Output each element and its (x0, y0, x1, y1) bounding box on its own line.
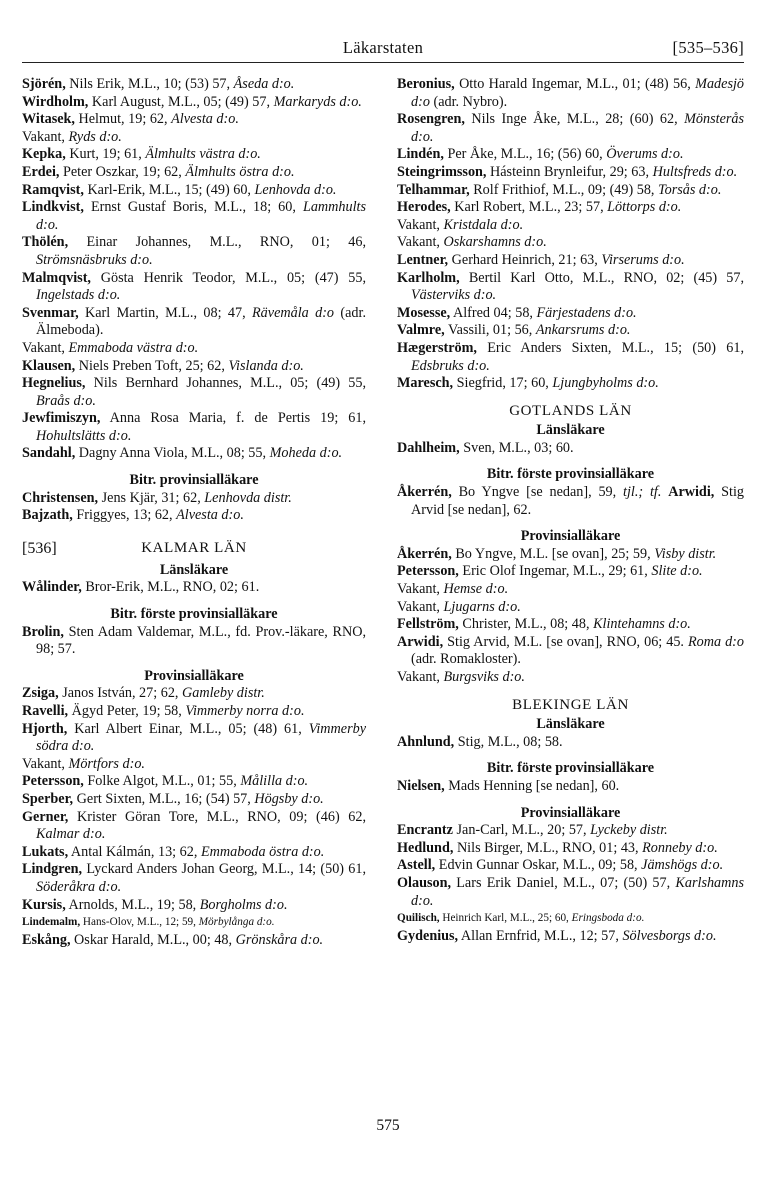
entry-details: Bo Yngve [se nedan], 59, (458, 484, 617, 501)
entry-details: Bertil Karl Otto, M.L., RNO, 02; (45) 57, (468, 269, 744, 286)
entry (22, 809, 366, 844)
entry-name: Ramqvist, (22, 181, 84, 198)
entry-name: Wirdholm, (22, 93, 89, 110)
entry-details: Per Åke, M.L., 16; (56) 60, (447, 146, 603, 163)
entry (397, 305, 744, 323)
entry (22, 234, 366, 269)
entry-name: Wålinder, (22, 579, 82, 596)
entry-details: Jan-Carl, M.L., 20; 57, (456, 822, 587, 839)
entry-name: Christensen, (22, 489, 99, 506)
entry-name: Bajzath, (22, 507, 73, 524)
entry-list (397, 734, 744, 752)
entry-name: Lentner, (397, 251, 449, 268)
entry-place: Mönsterås d:o. (411, 111, 745, 145)
entry-name: Karlholm, (397, 269, 460, 286)
entry (397, 599, 744, 617)
entry-place: Roma d:o (687, 633, 744, 650)
entry-name: Lindgren, (22, 861, 83, 878)
entry-place: Vimmerby södra d:o. (36, 720, 367, 755)
entry (22, 129, 366, 147)
entry-details: Vakant, (22, 128, 65, 145)
entry-details: Christer, M.L., 08; 48, (462, 616, 590, 633)
entry (22, 756, 366, 774)
entry-name: Sandahl, (22, 445, 76, 462)
entry-name: Arwidi, (397, 633, 444, 650)
entry-place: Ljugarns d:o. (443, 598, 521, 615)
entry-place: Mörtfors d:o. (68, 755, 145, 772)
entry-list (22, 76, 366, 463)
entry-name: Sperber, (22, 790, 74, 807)
entry-details: Gösta Henrik Teodor, M.L., 05; (47) 55, (100, 269, 367, 286)
entry (22, 111, 366, 129)
entry-details: Heinrich Karl, M.L., 25; 60, (442, 912, 569, 925)
entry-details: Nils Inge Åke, M.L., 28; (60) 62, (471, 111, 678, 128)
region-title: KALMAR LÄN (141, 539, 247, 556)
entry-place: Lammhults d:o. (36, 199, 367, 233)
entry-place: Ingelstads d:o. (36, 287, 121, 304)
entry-place: Moheda d:o. (269, 445, 343, 462)
entry-place: Ronneby d:o. (642, 839, 718, 856)
entry-details: Karl August, M.L., 05; (49) 57, (91, 93, 271, 110)
entry (397, 252, 744, 270)
entry-name: Lukats, (22, 843, 69, 860)
entry-details: Mads Henning [se nedan], 60. (448, 777, 620, 794)
entry-list (22, 685, 366, 949)
entry-place: Alvesta d:o. (176, 507, 244, 524)
entry-place: Karlshamns d:o. (411, 874, 745, 909)
entry-place: Målilla d:o. (240, 773, 309, 790)
entry-details: Nils Bernhard Johannes, M.L., 05; (49) 55, (93, 375, 367, 392)
entry-list (397, 440, 744, 458)
entry-name: Arwidi, (668, 484, 715, 501)
section-heading: Bitr. förste provinsialläkare (486, 466, 655, 483)
entry (397, 217, 744, 235)
entry-details: Gert Sixten, M.L., 16; (54) 57, (76, 790, 251, 807)
entry-name: Kursis, (22, 896, 66, 913)
entry (397, 440, 744, 458)
right-column (397, 76, 744, 945)
entry-name: Encrantz (397, 822, 453, 839)
entry-name: Rosengren, (397, 111, 465, 128)
entry-name: Lindén, (397, 146, 444, 163)
entry (397, 857, 744, 875)
entry (397, 928, 744, 946)
entry (22, 94, 366, 112)
entry (22, 914, 366, 932)
entry-name: Hegnelius, (22, 375, 86, 392)
entry (397, 164, 744, 182)
section-heading: Bitr. förste provinsialläkare (486, 760, 655, 777)
entry-details: Vassili, 01; 56, (447, 322, 533, 339)
entry-place: Åseda d:o. (233, 76, 295, 92)
entry-details: Ernst Gustaf Boris, M.L., 18; 60, (90, 199, 296, 216)
entry (397, 546, 744, 564)
region-title: GOTLANDS LÄN (509, 402, 632, 419)
entry (397, 199, 744, 217)
entry-list (397, 778, 744, 796)
entry-name: Fellström, (397, 616, 459, 633)
entry-name: Jewfimiszyn, (22, 410, 101, 427)
entry (397, 270, 744, 305)
entry-name: Beronius, (397, 76, 455, 92)
entry-place: Strömsnäsbruks d:o. (36, 251, 153, 268)
entry-details: Siegfrid, 17; 60, (456, 375, 549, 392)
entry-place: Söderåkra d:o. (36, 878, 122, 895)
entry-name: Mosesse, (397, 304, 451, 321)
entry-note: (adr. Romakloster). (411, 651, 521, 668)
entry-place: Edsbruks d:o. (411, 357, 490, 374)
entry-details: Lars Erik Daniel, M.L., 07; (50) 57, (456, 874, 671, 891)
entry-details: Antal Kálmán, 13; 62, (70, 843, 198, 860)
entry (397, 76, 744, 111)
entry-details: Karl Robert, M.L., 23; 57, (454, 199, 604, 216)
entry-place: Hemse d:o. (443, 581, 509, 598)
entry (22, 340, 366, 358)
entry (397, 634, 744, 669)
entry (397, 875, 744, 910)
entry-details: Jens Kjär, 31; 62, (101, 489, 201, 506)
entry-name: Gydenius, (397, 927, 459, 944)
entry-details: Karl Albert Einar, M.L., 05; (48) 61, (74, 720, 302, 737)
entry-details: Lyckard Anders Johan Georg, M.L., 14; (50) 61, (86, 861, 366, 878)
entry-name: Olauson, (397, 874, 452, 891)
entry-details: Stig, M.L., 08; 58. (457, 733, 563, 750)
entry-place: Alvesta d:o. (171, 111, 239, 128)
section-heading: Bitr. förste provinsialläkare (110, 606, 278, 623)
entry-details: Otto Harald Ingemar, M.L., 01; (48) 56, (459, 76, 691, 92)
entry-place: Löttorps d:o. (607, 199, 682, 216)
entry (397, 910, 744, 928)
entry (397, 734, 744, 752)
section-heading: Länsläkare (536, 422, 605, 439)
entry-list (22, 579, 366, 597)
entry (397, 778, 744, 796)
entry-name: Lindemalm, (22, 916, 81, 929)
entry (397, 484, 744, 519)
entry (22, 76, 366, 94)
entry-note: (adr. Älmeboda). (36, 304, 367, 339)
entry (22, 897, 366, 915)
entry-name: Svenmar, (22, 304, 79, 321)
entry-place: Högsby d:o. (254, 790, 324, 807)
entry-details: Folke Algot, M.L., 01; 55, (87, 773, 237, 790)
entry-list (397, 546, 744, 687)
entry-place: Ankarsrums d:o. (535, 322, 631, 339)
entry-place: Braås d:o. (36, 392, 96, 409)
entry-place: Gamleby distr. (182, 685, 265, 702)
entry (22, 507, 366, 525)
page-header (22, 38, 744, 63)
entry-name: Astell, (397, 857, 436, 874)
entry-name: Eskång, (22, 931, 71, 948)
entry-details: Krister Göran Tore, M.L., RNO, 09; (46) 62, (76, 808, 367, 825)
entry-details: Helmut, 19; 62, (78, 111, 168, 128)
entry (22, 182, 366, 200)
entry-details: Anna Rosa Maria, f. de Pertis 19; 61, (109, 410, 366, 427)
entry (397, 234, 744, 252)
entry-place: Vimmerby norra d:o. (185, 703, 305, 719)
entry-details: Karl-Erik, M.L., 15; (49) 60, (87, 181, 251, 198)
entry-name: Quilisch, (397, 912, 440, 925)
entry (22, 685, 366, 703)
region-heading-row (22, 540, 366, 560)
entry-place: Klintehamns d:o. (593, 616, 691, 633)
entry-details: Gerhard Heinrich, 21; 63, (451, 251, 598, 268)
entry-details: Friggyes, 13; 62, (76, 507, 173, 524)
entry-name: Malmqvist, (22, 269, 91, 286)
entry (22, 375, 366, 410)
entry-name: Valmre, (397, 322, 445, 339)
entry-name: Maresch, (397, 375, 454, 392)
entry-place: Lenhovda d:o. (254, 181, 337, 198)
entry-name: Åkerrén, (397, 484, 452, 501)
entry-details: Stig Arvid [se nedan], 62. (411, 484, 745, 518)
entry-place: Jämshögs d:o. (641, 857, 724, 874)
entry-details: Vakant, (397, 216, 440, 233)
entry-details: Vakant, (22, 755, 65, 772)
entry-place: Ljungbyholms d:o. (552, 375, 659, 392)
entry-details: Dagny Anna Viola, M.L., 08; 55, (78, 445, 267, 462)
entry-details: Eric Olof Ingemar, M.L., 29; 61, (462, 563, 648, 580)
entry (22, 146, 366, 164)
entry-place: Madesjö d:o (411, 76, 745, 110)
entry-name: Hjorth, (22, 720, 68, 737)
entry-details: Kurt, 19; 61, (69, 146, 142, 163)
entry-details: Nils Birger, M.L., RNO, 01; 43, (456, 839, 639, 856)
entry-name: Herodes, (397, 199, 451, 216)
entry-place: Kristdala d:o. (443, 216, 524, 233)
entry-list (397, 76, 744, 393)
section-heading: Länsläkare (159, 561, 229, 578)
entry-place: Älmhults västra d:o. (145, 146, 261, 163)
entry-place: Slite d:o. (651, 563, 703, 580)
entry-place: Oskarshamns d:o. (443, 234, 547, 251)
entry-details: Karl Martin, M.L., 08; 47, (85, 304, 246, 321)
entry (397, 581, 744, 599)
entry-name: Ahnlund, (397, 733, 455, 750)
entry (397, 822, 744, 840)
entry (397, 563, 744, 581)
entry (397, 840, 744, 858)
entry-name: Ravelli, (22, 703, 69, 719)
entry-details: Bo Yngve, M.L. [se ovan], 25; 59, (455, 545, 651, 562)
entry (397, 616, 744, 634)
entry-name: Dahlheim, (397, 439, 460, 456)
entry-details: Arnolds, M.L., 19; 58, (68, 896, 197, 913)
entry-details: Vakant, (397, 234, 440, 251)
entry-details: Alfred 04; 58, (452, 304, 533, 321)
entry-place: Burgsviks d:o. (443, 669, 525, 685)
entry-place: Hultsfreds d:o. (652, 163, 738, 180)
entry-place: Älmhults östra d:o. (185, 163, 295, 180)
entry-name: Petersson, (397, 563, 459, 580)
entry-place: tjl.; tf. (623, 484, 662, 501)
entry (397, 340, 744, 375)
entry-details: Vakant, (397, 581, 440, 598)
entry-details: Vakant, (397, 598, 440, 615)
entry-place: Markaryds d:o. (273, 93, 362, 110)
region-title: BLEKINGE LÄN (512, 696, 629, 713)
entry-details: Hásteinn Brynleifur, 29; 63, (490, 163, 650, 180)
entry (22, 270, 366, 305)
entry-place: Eringsboda d:o. (571, 912, 645, 925)
entry-place: Mörbylånga d:o. (198, 916, 275, 929)
running-title: Läkarstaten (342, 38, 424, 57)
entry (397, 146, 744, 164)
entry-place: Hohultslätts d:o. (36, 427, 132, 444)
entry (397, 182, 744, 200)
entry-details: Vakant, (397, 669, 440, 685)
entry (22, 703, 366, 721)
entry-details: Allan Ernfrid, M.L., 12; 57, (460, 927, 619, 944)
entry (22, 844, 366, 862)
page-number: 575 (376, 1117, 400, 1134)
page-range: [535–536] (672, 38, 744, 57)
entry-place: Grönskåra d:o. (235, 931, 324, 948)
entry (22, 445, 366, 463)
entry-details: Bror-Erik, M.L., RNO, 02; 61. (85, 579, 260, 596)
entry-place: Sölvesborgs d:o. (622, 927, 717, 944)
entry-details: Vakant, (22, 339, 65, 356)
entry (22, 305, 366, 340)
entry-name: Åkerrén, (397, 545, 452, 562)
entry-place: Lenhovda distr. (204, 489, 292, 506)
entry (22, 932, 366, 950)
entry (22, 410, 366, 445)
entry (22, 721, 366, 756)
entry (397, 111, 744, 146)
entry-details: Hans-Olov, M.L., 12; 59, (82, 916, 196, 929)
entry (22, 164, 366, 182)
entry-name: Witasek, (22, 111, 75, 128)
region-number: [536] (22, 539, 57, 557)
entry-details: Nils Erik, M.L., 10; (53) 57, (69, 76, 231, 92)
entry-list (22, 624, 366, 659)
entry-place: Borgholms d:o. (199, 896, 288, 913)
entry-place: Västerviks d:o. (411, 287, 497, 304)
section-heading: Provinsialläkare (520, 528, 621, 545)
left-column (22, 76, 366, 949)
entry-name: Lindkvist, (22, 199, 84, 216)
entry-list (22, 490, 366, 525)
entry-place: Emmaboda västra d:o. (68, 339, 199, 356)
entry-details: Peter Oszkar, 19; 62, (62, 163, 182, 180)
section-heading: Länsläkare (536, 716, 605, 733)
entry-place: Rävemåla d:o (252, 304, 335, 321)
entry-place: Överums d:o. (606, 146, 684, 163)
entry-name: Telhammar, (397, 181, 470, 198)
entry-name: Sjörén, (22, 76, 66, 92)
entry-details: Edvin Gunnar Oskar, M.L., 09; 58, (438, 857, 638, 874)
entry-name: Zsiga, (22, 685, 59, 702)
entry-name: Steingrimsson, (397, 163, 487, 180)
entry-name: Brolin, (22, 623, 64, 640)
entry-list (397, 822, 744, 945)
entry-place: Vislanda d:o. (228, 357, 304, 374)
entry (22, 773, 366, 791)
entry (22, 199, 366, 234)
entry-name: Gerner, (22, 808, 69, 825)
entry-place: Visby distr. (654, 545, 717, 562)
entry-details: Stig Arvid, M.L. [se ovan], RNO, 06; 45. (447, 633, 684, 650)
entry (22, 490, 366, 508)
entry-place: Lyckeby distr. (590, 822, 668, 839)
entry-place: Kalmar d:o. (36, 826, 106, 843)
entry-name: Hægerström, (397, 339, 477, 356)
entry-details: Rolf Frithiof, M.L., 09; (49) 58, (473, 181, 655, 198)
entry-name: Klausen, (22, 357, 76, 374)
entry-name: Erdei, (22, 163, 60, 180)
entry-details: Sten Adam Valdemar, M.L., fd. Prov.-läkare, RNO, 98; 57. (36, 623, 366, 658)
section-heading: Provinsialläkare (144, 667, 244, 684)
entry-place: Virserums d:o. (601, 251, 685, 268)
entry-details: Janos István, 27; 62, (62, 685, 179, 702)
entry-place: Ryds d:o. (68, 128, 122, 145)
entry (22, 579, 366, 597)
entry (22, 861, 366, 896)
entry-details: Sven, M.L., 03; 60. (463, 439, 574, 456)
entry (22, 624, 366, 659)
entry-details: Oskar Harald, M.L., 00; 48, (74, 931, 233, 948)
entry-name: Nielsen, (397, 777, 445, 794)
entry-details: Eric Anders Sixten, M.L., 15; (50) 61, (487, 339, 744, 356)
entry (397, 375, 744, 393)
entry (22, 358, 366, 376)
section-heading: Bitr. provinsialläkare (129, 472, 259, 489)
section-heading: Provinsialläkare (520, 804, 621, 821)
entry (22, 791, 366, 809)
entry-note: (adr. Nybro). (429, 93, 508, 110)
entry-details: Einar Johannes, M.L., RNO, 01; 46, (86, 234, 366, 251)
entry-name: Hedlund, (397, 839, 454, 856)
entry-place: Torsås d:o. (658, 181, 722, 198)
entry-details: Niels Preben Toft, 25; 62, (78, 357, 225, 374)
entry-name: Petersson, (22, 773, 84, 790)
entry (397, 669, 744, 687)
entry-place: Färjestadens d:o. (536, 304, 637, 321)
entry (397, 322, 744, 340)
entry-name: Thölén, (22, 234, 69, 251)
entry-name: Kepka, (22, 146, 66, 163)
entry-details: Ägyd Peter, 19; 58, (71, 703, 182, 719)
entry-place: Emmaboda östra d:o. (200, 843, 325, 860)
